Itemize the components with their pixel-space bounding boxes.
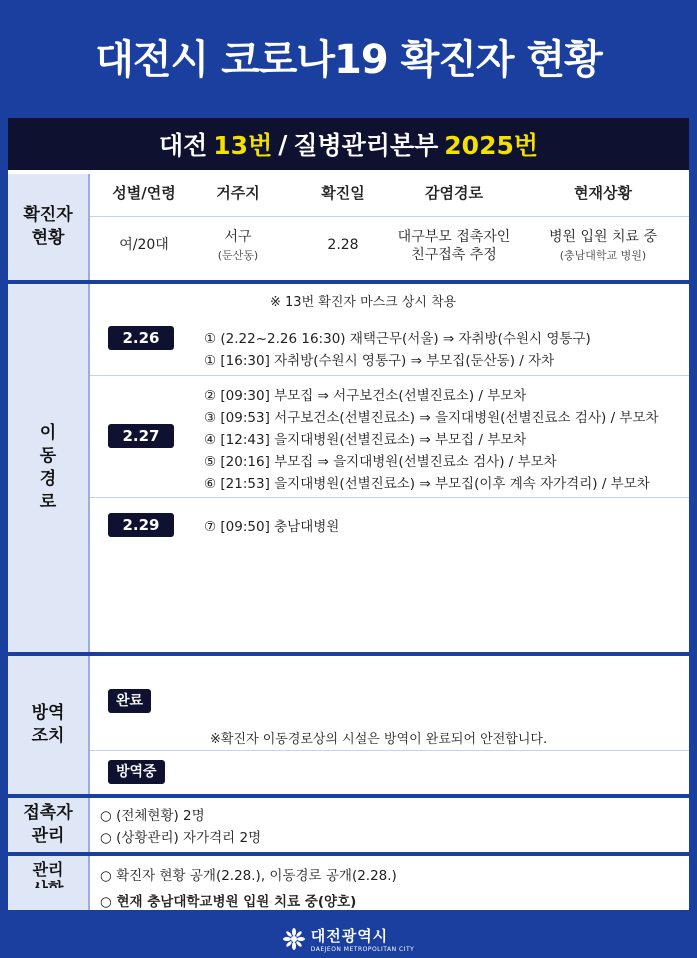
route-line: ⑦ [09:50] 충남대병원 xyxy=(204,519,340,535)
section-divider xyxy=(8,652,689,656)
patient-section-label: 확진자 현황 xyxy=(8,174,88,280)
management-section-continued xyxy=(8,888,689,910)
header-confirm-date: 확진일 xyxy=(321,184,365,202)
management-line: ○ 확진자 현황 공개(2.28.), 이동경로 공개(2.28.) xyxy=(100,868,397,884)
footer-logo xyxy=(0,925,697,953)
route-line: ⑤ [20:16] 부모집 ⇒ 을지대병원(선별진료소 검사) / 부모차 xyxy=(204,454,557,470)
divider xyxy=(88,174,90,280)
ongoing-badge: 방역중 xyxy=(108,760,165,784)
page-title: 대전시 코로나19 확진자 현황 xyxy=(95,37,602,83)
route-line: ① (2.22~2.26 16:30) 재택근무(서울) ⇒ 자취방(수원시 영통구) xyxy=(204,331,591,347)
route-section-label: 이 동 경 로 xyxy=(8,284,88,652)
section-divider xyxy=(8,280,689,284)
route-line: ② [09:30] 부모집 ⇒ 서구보건소(선별진료소) / 부모차 xyxy=(204,388,527,404)
divider xyxy=(88,284,90,652)
daejeon-logo-icon xyxy=(283,928,305,950)
divider xyxy=(90,497,689,498)
cell-current-status: 병원 입원 치료 중 (충남대학교 병원) xyxy=(548,229,658,263)
quarantine-note: ※확진자 이동경로상의 시설은 방역이 완료되어 안전합니다. xyxy=(210,732,548,747)
quarantine-section-label: 방역 조치 xyxy=(8,656,88,794)
city-case-number: 13번 xyxy=(213,131,273,160)
contacts-line: ○ (전체현황) 2명 xyxy=(100,808,205,824)
route-line: ① [16:30] 자취방(수원시 영통구) ⇒ 부모집(둔산동) / 자차 xyxy=(204,353,555,369)
case-separator: / xyxy=(278,129,288,159)
divider xyxy=(88,798,90,852)
header-infection-route: 감염경로 xyxy=(425,184,483,202)
section-divider xyxy=(8,852,689,856)
divider xyxy=(88,656,90,794)
section-divider xyxy=(8,794,689,798)
divider xyxy=(90,750,689,751)
route-date-badge: 2.29 xyxy=(108,513,174,537)
city-prefix: 대전 xyxy=(158,131,208,160)
divider xyxy=(88,888,90,910)
cell-sex-age: 여/20대 xyxy=(119,237,169,253)
done-badge: 완료 xyxy=(108,689,151,713)
management-line: ○ 현재 충남대학교병원 입원 치료 중(양호) xyxy=(100,894,357,910)
cell-residence: 서구 (둔산동) xyxy=(217,229,259,263)
route-line: ④ [12:43] 을지대병원(선별진료소) ⇒ 부모집 / 부모차 xyxy=(204,432,527,448)
contacts-section-label: 접촉자 관리 xyxy=(8,798,88,852)
footer-sub: DAEJEON METROPOLITAN CITY xyxy=(310,946,415,953)
management-label-bg xyxy=(8,888,88,910)
route-line: ③ [09:53] 서구보건소(선별진료소) ⇒ 을지대병원(선별진료소 검사) / 부모차 xyxy=(204,410,659,426)
header-residence: 거주지 xyxy=(216,184,260,202)
route-line: ⑥ [21:53] 을지대병원(선별진료소) ⇒ 부모집(이후 계속 자가격리) / 부모차 xyxy=(204,476,650,492)
header-sex-age: 성별/연령 xyxy=(112,184,176,202)
management-section-label: 관리 xyxy=(8,856,88,888)
divider xyxy=(88,856,90,888)
case-number-bar xyxy=(8,118,689,170)
case-sheet xyxy=(8,118,689,888)
cell-infection-route: 대구부모 접촉자인 친구접촉 추정 xyxy=(397,229,511,264)
route-date-badge: 2.27 xyxy=(108,424,174,448)
contacts-line: ○ (상황관리) 자가격리 2명 xyxy=(100,830,262,846)
divider xyxy=(90,375,689,376)
header-current-status: 현재상황 xyxy=(574,184,632,202)
kcdc-case-number: 2025번 xyxy=(444,131,539,160)
cell-confirm-date: 2.28 xyxy=(327,237,359,253)
route-date-badge: 2.26 xyxy=(108,326,174,350)
mask-note: ※ 13번 확진자 마스크 상시 착용 xyxy=(270,295,457,310)
kcdc-prefix: 질병관리본부 xyxy=(293,131,439,160)
footer-name: 대전광역시 xyxy=(310,927,389,945)
divider xyxy=(90,216,689,217)
